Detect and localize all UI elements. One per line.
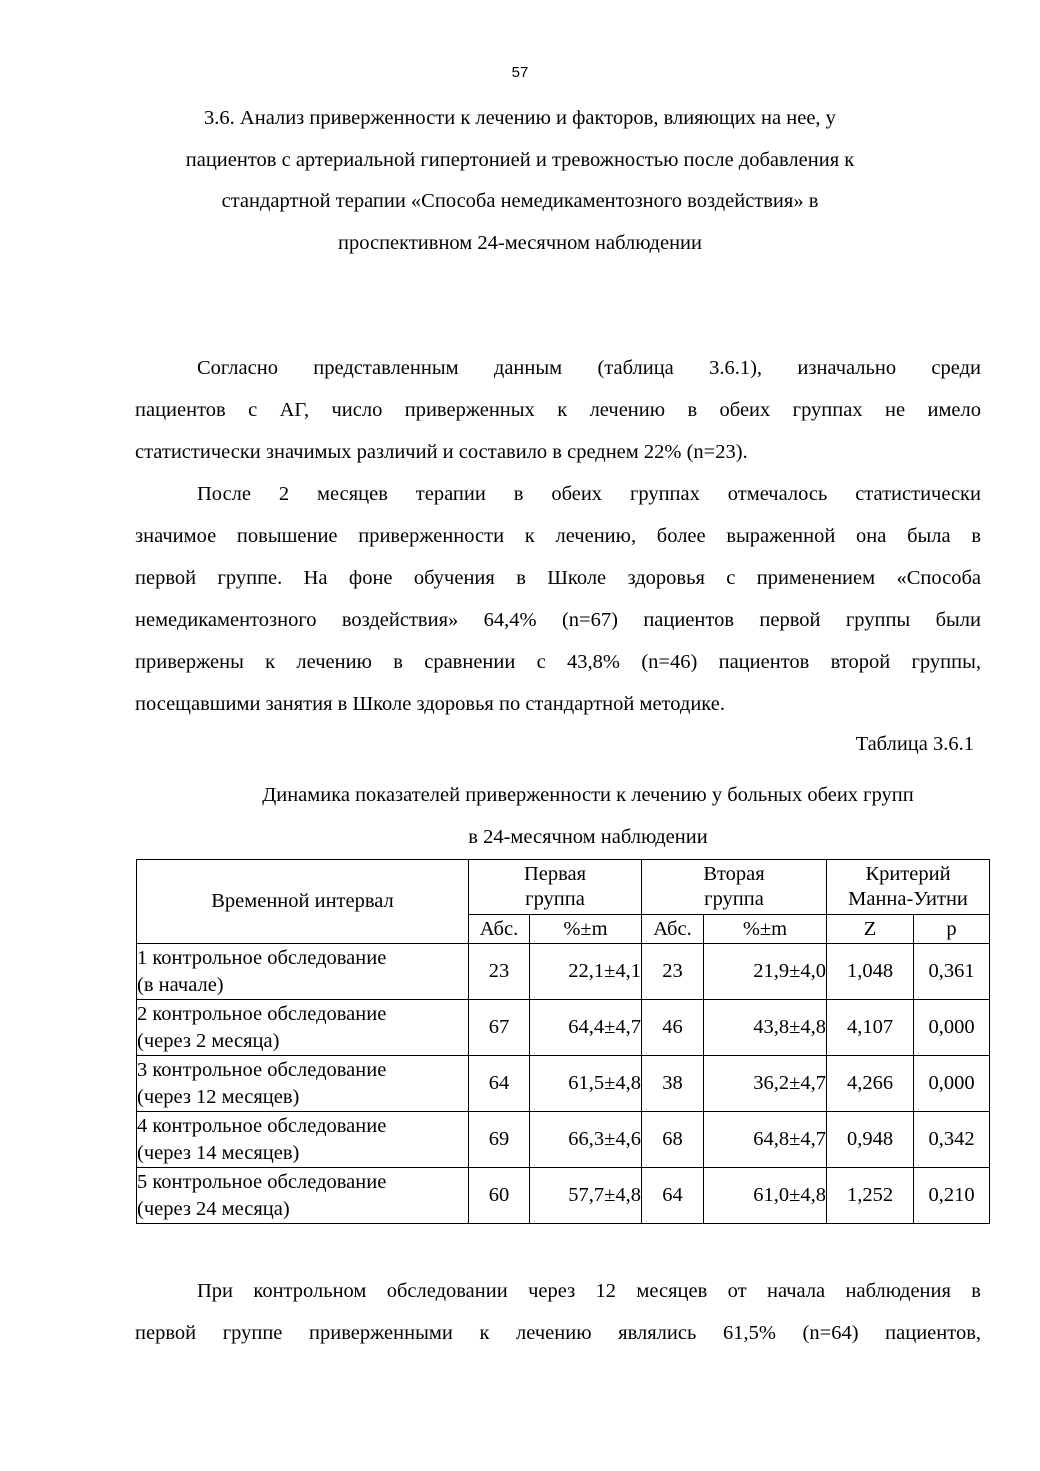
cell-z: 0,948 — [827, 1112, 914, 1168]
row-label: 2 контрольное обследование (через 2 месяца) — [137, 1000, 469, 1056]
cell-g1-abs: 60 — [469, 1168, 530, 1224]
cell-g2-pct: 64,8±4,7 — [704, 1112, 827, 1168]
cell-g1-abs: 64 — [469, 1056, 530, 1112]
paragraph-line: первой группе. На фоне обучения в Школе здоровья с применением «Способа — [135, 567, 981, 589]
table-number: Таблица 3.6.1 — [855, 733, 974, 755]
table-row — [137, 1112, 990, 1168]
cell-g2-abs: 64 — [642, 1168, 704, 1224]
adherence-table — [136, 859, 990, 1224]
caption-line: в 24-месячном наблюдении — [468, 826, 708, 848]
table-row — [137, 1000, 990, 1056]
row-label: 4 контрольное обследование (через 14 месяцев) — [137, 1112, 469, 1168]
table-header-row — [137, 860, 990, 915]
cell-g2-abs: 46 — [642, 1000, 704, 1056]
section-heading — [150, 98, 890, 264]
paragraph-line: привержены к лечению в сравнении с 43,8% (n=46) пациентов второй группы, — [135, 651, 981, 673]
paragraph-line: значимое повышение приверженности к лечению, более выраженной она была в — [135, 525, 981, 547]
header-pct: %±m — [704, 915, 827, 944]
cell-p: 0,210 — [914, 1168, 990, 1224]
page-number: 57 — [511, 64, 529, 81]
cell-z: 1,252 — [827, 1168, 914, 1224]
paragraph-line: Согласно представленным данным (таблица 3.6.1), изначально среди — [197, 357, 981, 379]
header-criterion: Критерий Манна-Уитни — [827, 860, 990, 915]
header-z: Z — [827, 915, 914, 944]
heading-line: проспективном 24-месячном наблюдении — [338, 231, 702, 254]
header-abs: Абс. — [642, 915, 704, 944]
cell-g1-pct: 61,5±4,8 — [530, 1056, 642, 1112]
row-label: 5 контрольное обследование (через 24 месяца) — [137, 1168, 469, 1224]
header-group1: Первая группа — [469, 860, 642, 915]
paragraph-line: пациентов с АГ, число приверженных к лечению в обеих группах не имело — [135, 399, 981, 421]
paragraph-3 — [135, 1270, 981, 1354]
header-abs: Абс. — [469, 915, 530, 944]
paragraph-line: немедикаментозного воздействия» 64,4% (n=67) пациентов первой группы были — [135, 609, 981, 631]
cell-g2-abs: 38 — [642, 1056, 704, 1112]
paragraph-line: посещавшими занятия в Школе здоровья по стандартной методике. — [135, 693, 725, 715]
cell-g2-pct: 36,2±4,7 — [704, 1056, 827, 1112]
paragraph-line: первой группе приверженными к лечению являлись 61,5% (n=64) пациентов, — [135, 1322, 981, 1344]
header-interval: Временной интервал — [137, 860, 469, 944]
paragraph-1 — [135, 347, 981, 473]
paragraph-line: После 2 месяцев терапии в обеих группах отмечалось статистически — [197, 483, 981, 505]
cell-p: 0,342 — [914, 1112, 990, 1168]
table-row — [137, 1056, 990, 1112]
cell-g2-pct: 61,0±4,8 — [704, 1168, 827, 1224]
cell-g2-pct: 43,8±4,8 — [704, 1000, 827, 1056]
cell-p: 0,361 — [914, 944, 990, 1000]
cell-g1-pct: 57,7±4,8 — [530, 1168, 642, 1224]
heading-line: 3.6. Анализ приверженности к лечению и факторов, влияющих на нее, у — [204, 107, 836, 129]
cell-g1-pct: 66,3±4,6 — [530, 1112, 642, 1168]
cell-z: 4,107 — [827, 1000, 914, 1056]
cell-g2-pct: 21,9±4,0 — [704, 944, 827, 1000]
header-p: p — [914, 915, 990, 944]
cell-g1-pct: 64,4±4,7 — [530, 1000, 642, 1056]
heading-line: пациентов с артериальной гипертонией и тревожностью после добавления к — [185, 148, 855, 171]
table-caption — [170, 774, 1006, 858]
table-row — [137, 944, 990, 1000]
paragraph-2 — [135, 473, 981, 725]
cell-z: 4,266 — [827, 1056, 914, 1112]
cell-g2-abs: 68 — [642, 1112, 704, 1168]
cell-z: 1,048 — [827, 944, 914, 1000]
cell-g1-pct: 22,1±4,1 — [530, 944, 642, 1000]
table-row — [137, 1168, 990, 1224]
heading-line: стандартной терапии «Способа немедикаментозного воздействия» в — [221, 190, 819, 212]
cell-g1-abs: 69 — [469, 1112, 530, 1168]
paragraph-line: статистически значимых различий и составило в среднем 22% (n=23). — [135, 441, 748, 463]
header-pct: %±m — [530, 915, 642, 944]
row-label: 3 контрольное обследование (через 12 месяцев) — [137, 1056, 469, 1112]
row-label: 1 контрольное обследование (в начале) — [137, 944, 469, 1000]
header-group2: Вторая группа — [642, 860, 827, 915]
cell-g1-abs: 23 — [469, 944, 530, 1000]
caption-line: Динамика показателей приверженности к лечению у больных обеих групп — [262, 784, 914, 806]
paragraph-line: При контрольном обследовании через 12 месяцев от начала наблюдения в — [197, 1280, 981, 1302]
cell-g1-abs: 67 — [469, 1000, 530, 1056]
cell-p: 0,000 — [914, 1000, 990, 1056]
cell-g2-abs: 23 — [642, 944, 704, 1000]
cell-p: 0,000 — [914, 1056, 990, 1112]
